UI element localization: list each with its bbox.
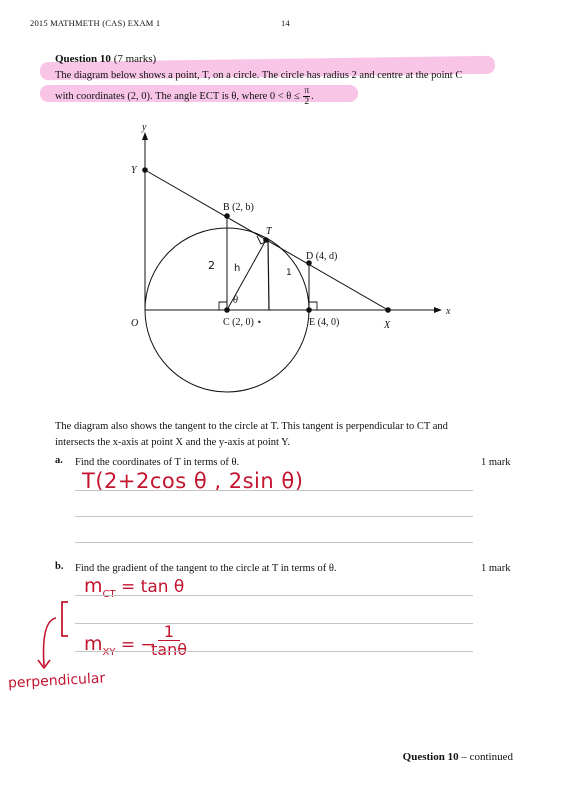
answer-1-rhs: = tan θ <box>115 577 185 597</box>
circle-tangent-diagram <box>90 118 470 403</box>
hw-perpendicular-note: perpendicular <box>7 670 106 692</box>
hw-radius-2: 2 <box>208 259 215 272</box>
label-y-axis: y <box>142 122 147 133</box>
part-b-marks: 1 mark <box>481 563 511 574</box>
label-Y: Y <box>131 165 137 176</box>
m-subscript-xy: XY <box>102 646 116 658</box>
footer-question: Question 10 <box>402 751 459 763</box>
intro-period: . <box>311 90 314 102</box>
answer-line-a-3 <box>75 542 473 543</box>
hw-tick: • <box>257 318 262 327</box>
x-axis-arrow <box>434 307 442 313</box>
hw-mark: 1 <box>286 268 292 278</box>
answer-line-a-2 <box>75 516 473 517</box>
label-E: E (4, 0) <box>309 317 340 328</box>
label-B: B (2, b) <box>223 202 254 213</box>
intro-line-2 <box>55 86 515 107</box>
y-axis-arrow <box>142 132 148 140</box>
fraction-denominator: 2 <box>304 97 310 107</box>
point-T <box>263 237 269 243</box>
part-b-label: b. <box>55 561 64 572</box>
answer-line-b-1 <box>75 595 473 596</box>
fraction-numerator: π <box>304 86 310 96</box>
point-Y <box>142 167 148 173</box>
label-origin: O <box>131 318 139 329</box>
point-B <box>224 213 230 219</box>
m-subscript-ct: CT <box>102 588 116 600</box>
part-b-question: Find the gradient of the tangent to the circle at T in terms of θ. <box>75 563 337 574</box>
paragraph-line-1: The diagram also shows the tangent to the circle at T. This tangent is perpendicular to CT and <box>55 421 448 432</box>
question-title <box>55 53 156 65</box>
point-X <box>385 307 391 313</box>
part-a-label: a. <box>55 455 63 466</box>
part-a-question: Find the coordinates of T in terms of θ. <box>75 457 240 468</box>
m-symbol-2: m <box>84 633 103 655</box>
label-x-axis: x <box>446 306 451 317</box>
answer-2-eq: = − <box>115 635 155 655</box>
point-C <box>224 307 230 313</box>
point-E <box>306 307 312 313</box>
label-X: X <box>384 320 391 331</box>
intro-line-1: The diagram below shows a point, T, on a circle. The circle has radius 2 and centre at the point C <box>55 70 463 81</box>
hw-h: h <box>234 263 241 274</box>
m-symbol-1: m <box>84 575 103 597</box>
footer <box>403 751 513 763</box>
hw-bracket-icon <box>62 602 68 636</box>
footer-continued: – continued <box>458 751 513 763</box>
label-theta: θ <box>233 295 238 306</box>
hw-bracket-arrow <box>28 596 78 676</box>
pi-over-2-fraction <box>303 86 310 107</box>
question-number: Question 10 <box>55 53 111 65</box>
answer-line-b-2 <box>75 623 473 624</box>
label-T: T <box>266 226 272 237</box>
part-b-answer-1 <box>84 575 184 600</box>
hw-curve-arrow-icon <box>44 618 57 666</box>
answer-line-b-3 <box>75 651 473 652</box>
exam-header: 2015 MATHMETH (CAS) EXAM 1 <box>30 18 161 28</box>
part-a-marks: 1 mark <box>481 457 511 468</box>
part-b-answer-2 <box>84 633 155 658</box>
answer-line-a-1 <box>75 490 473 491</box>
page-number: 14 <box>281 18 290 28</box>
hw-perpendicular-line <box>268 241 269 310</box>
hw-fraction-numerator: 1 <box>158 623 180 641</box>
hw-fraction-denominator: tanθ <box>151 640 188 659</box>
hw-fraction <box>151 623 187 658</box>
part-a-handwritten-answer: T(2+2cos θ , 2sin θ) <box>82 469 304 493</box>
paragraph-line-2: intersects the x-axis at point X and the y-axis at point Y. <box>55 437 291 448</box>
intro-line-2-text: with coordinates (2, 0). The angle ECT is θ, where 0 < θ ≤ <box>55 90 303 102</box>
question-marks: (7 marks) <box>110 53 157 65</box>
label-D: D (4, d) <box>306 251 338 262</box>
label-C: C (2, 0) <box>223 317 254 328</box>
